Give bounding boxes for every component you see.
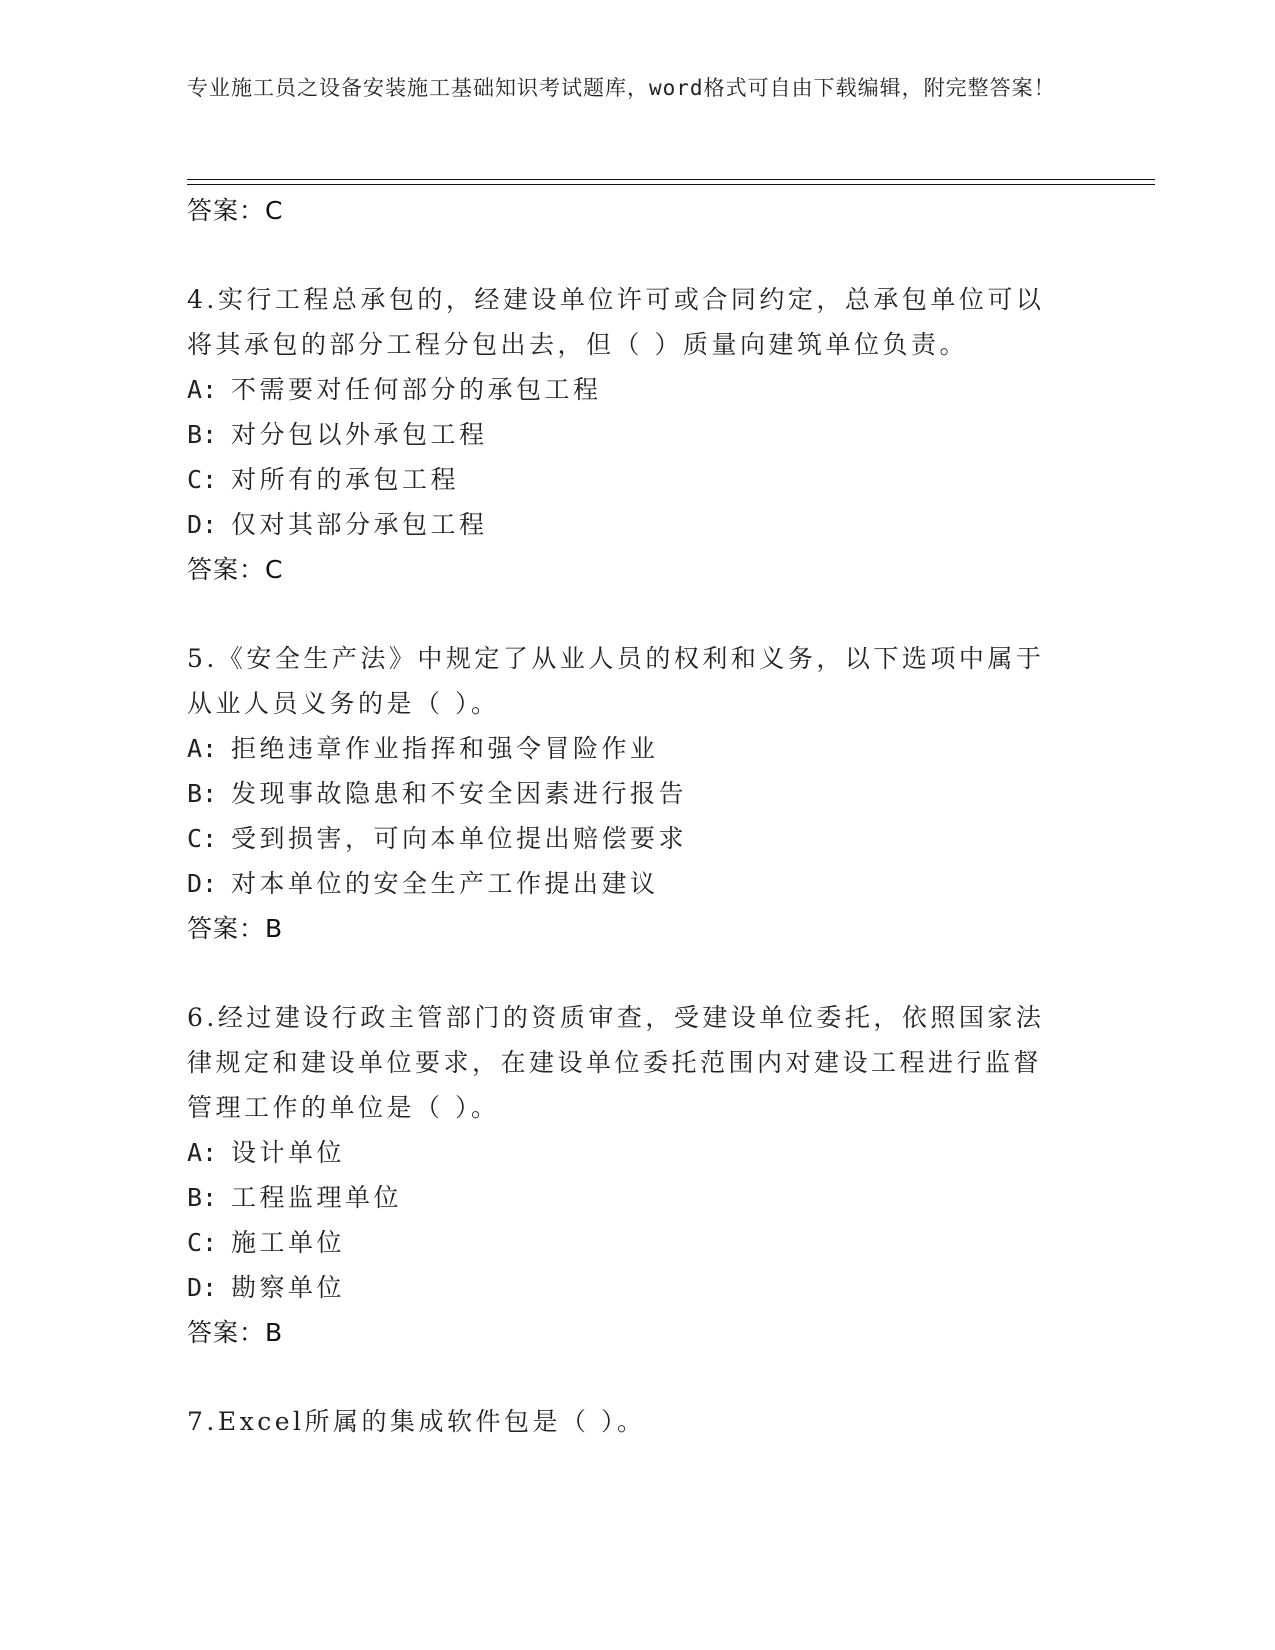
question-block (187, 1399, 1087, 1444)
question-text: 6.经过建设行政主管部门的资质审查，受建设单位委托，依照国家法律规定和建设单位要求，在建设单位委托范围内对建设工程进行监督管理工作的单位是（ ）。 (187, 1003, 1045, 1122)
option-c (187, 457, 1087, 502)
question-block (187, 277, 1087, 592)
option-key: D: (187, 510, 218, 539)
option-a (187, 367, 1087, 412)
answer-line: 答案：C (187, 555, 284, 584)
option-c (187, 816, 1087, 861)
option-text: 受到损害，可向本单位提出赔偿要求 (231, 824, 688, 853)
option-text: 工程监理单位 (231, 1183, 403, 1212)
option-d (187, 1265, 1087, 1310)
option-text: 对本单位的安全生产工作提出建议 (231, 869, 659, 898)
page-header: 专业施工员之设备安装施工基础知识考试题库，word格式可自由下载编辑，附完整答案！ (187, 76, 1056, 100)
option-key: A: (187, 734, 218, 763)
option-key: C: (187, 465, 218, 494)
option-key: C: (187, 1228, 218, 1257)
header-divider-second (187, 184, 1155, 185)
option-text: 对分包以外承包工程 (231, 420, 488, 449)
question-text: 4.实行工程总承包的，经建设单位许可或合同约定，总承包单位可以将其承包的部分工程分包出去，但（ ）质量向建筑单位负责。 (187, 285, 1045, 359)
option-key: B: (187, 420, 218, 449)
option-key: A: (187, 375, 218, 404)
answer-line: 答案：B (187, 914, 284, 943)
option-d (187, 861, 1087, 906)
option-key: D: (187, 869, 218, 898)
answer-line: 答案：B (187, 1318, 284, 1347)
option-key: D: (187, 1273, 218, 1302)
option-text: 拒绝违章作业指挥和强令冒险作业 (231, 734, 659, 763)
option-a (187, 1130, 1087, 1175)
option-key: C: (187, 824, 218, 853)
answer-line: 答案：C (187, 196, 284, 225)
header-divider (187, 179, 1155, 180)
option-key: B: (187, 779, 218, 808)
question-list (187, 188, 1087, 1444)
option-text: 施工单位 (231, 1228, 346, 1257)
option-b (187, 771, 1087, 816)
question-block (187, 995, 1087, 1355)
question-text: 5.《安全生产法》中规定了从业人员的权利和义务，以下选项中属于从业人员义务的是（ ）。 (187, 644, 1045, 718)
option-b (187, 412, 1087, 457)
option-text: 勘察单位 (231, 1273, 346, 1302)
option-c (187, 1220, 1087, 1265)
option-d (187, 502, 1087, 547)
option-b (187, 1175, 1087, 1220)
option-text: 对所有的承包工程 (231, 465, 460, 494)
option-key: B: (187, 1183, 218, 1212)
option-key: A: (187, 1138, 218, 1167)
question-block (187, 636, 1087, 951)
option-text: 发现事故隐患和不安全因素进行报告 (231, 779, 688, 808)
option-text: 仅对其部分承包工程 (231, 510, 488, 539)
option-text: 不需要对任何部分的承包工程 (231, 375, 602, 404)
option-text: 设计单位 (231, 1138, 346, 1167)
option-a (187, 726, 1087, 771)
question-text: 7.Excel所属的集成软件包是（ ）。 (187, 1407, 646, 1436)
